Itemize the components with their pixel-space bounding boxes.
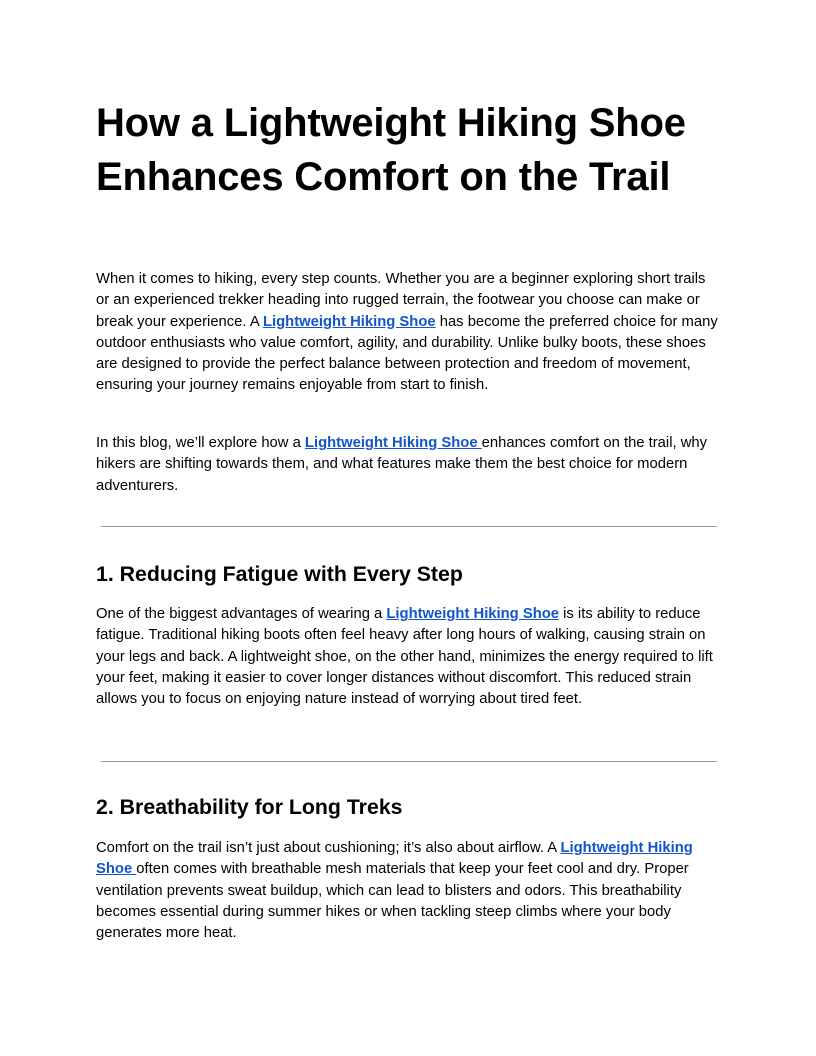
intro-p2-text-after: enhances comfort on the trail, why hikers are shifting towards them, and what features make them the best choice for modern adventurers. (96, 435, 708, 494)
horizontal-divider-1 (101, 526, 717, 527)
section-2-text-after: often comes with breathable mesh materials that keep your feet cool and dry. Proper ventilation prevents sweat buildup, which can lead to blisters and odors. This breathability becomes essential during summer hikes or when tackling steep climbs where your body generates more heat. (96, 861, 689, 942)
section-1-text-after: is its ability to reduce fatigue. Traditional hiking boots often feel heavy after long hours of walking, causing strain on your legs and back. A lightweight shoe, on the other hand, minimizes the energy required to lift your feet, making it easier to cover longer distances without discomfort. This reduced strain allows you to focus on enjoying nature instead of worrying about tired feet. (96, 606, 713, 708)
section-2-paragraph (96, 838, 720, 944)
lightweight-hiking-shoe-link-3[interactable]: Lightweight Hiking Shoe (386, 606, 560, 622)
section-2-heading: 2. Breathability for Long Treks (96, 795, 403, 819)
section-1-paragraph (96, 604, 720, 710)
intro-p1-text-after: has become the preferred choice for many outdoor enthusiasts who value comfort, agility, and durability. Unlike bulky boots, these shoes are designed to provide the perfect balance between protection and freedom of movement, ensuring your journey remains enjoyable from start to finish. (96, 313, 718, 394)
section-1-text-before: One of the biggest advantages of wearing a (96, 606, 387, 622)
page-title: How a Lightweight Hiking Shoe Enhances Comfort on the Trail (96, 101, 686, 199)
section-2-text-before: Comfort on the trail isn’t just about cushioning; it’s also about airflow. A (96, 840, 561, 856)
lightweight-hiking-shoe-link-1[interactable]: Lightweight Hiking Shoe (262, 313, 436, 330)
intro-p1-text-before: When it comes to hiking, every step counts. Whether you are a beginner exploring short trails or an experienced trekker heading into rugged terrain, the footwear you choose can make or break your experience. A (96, 271, 706, 330)
horizontal-divider-2 (101, 761, 717, 762)
intro-paragraph-1 (96, 269, 720, 397)
intro-p2-text-before: In this blog, we’ll explore how a (96, 435, 305, 451)
lightweight-hiking-shoe-link-2[interactable]: Lightweight Hiking Shoe (304, 435, 482, 451)
section-1-heading: 1. Reducing Fatigue with Every Step (96, 562, 463, 586)
lightweight-hiking-shoe-link-4[interactable]: Lightweight Hiking Shoe (96, 840, 693, 878)
intro-paragraph-2 (96, 433, 720, 497)
